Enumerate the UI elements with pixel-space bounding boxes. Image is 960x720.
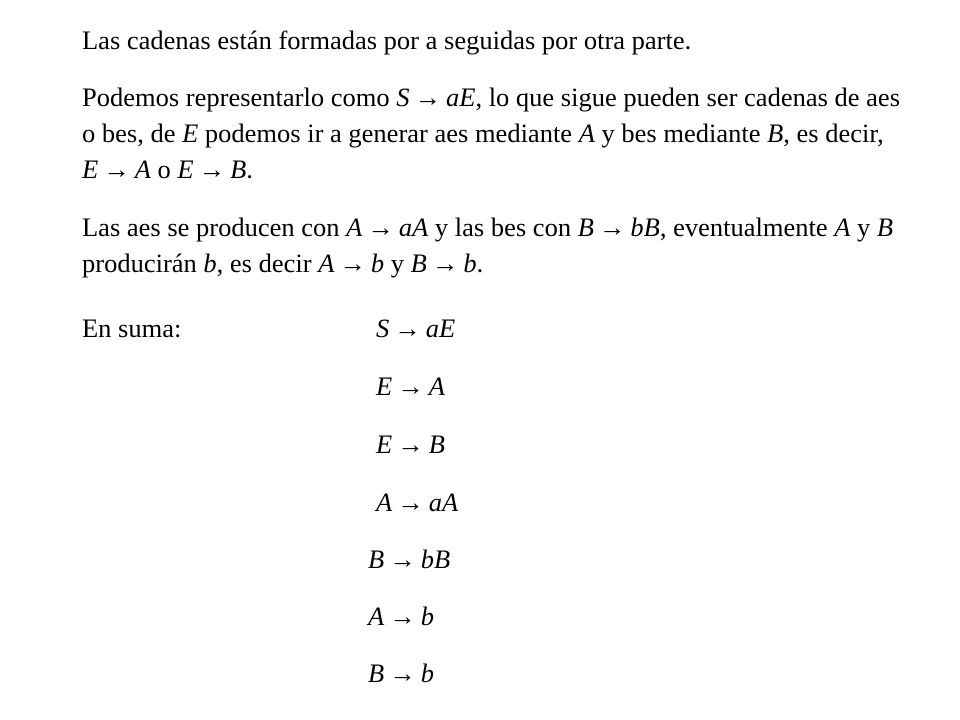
grammar-rule xyxy=(368,598,434,634)
text-run: Las aes se producen con xyxy=(82,212,347,242)
symbol-b: B xyxy=(577,212,594,242)
symbol-e: E xyxy=(82,154,99,184)
grammar-rule xyxy=(368,655,434,691)
symbol-b-terminal: b xyxy=(463,248,477,278)
symbol-s: S xyxy=(396,82,410,112)
arrow-icon: → xyxy=(389,658,416,688)
arrow-icon: → xyxy=(397,487,424,517)
text-run: y bes mediante xyxy=(594,118,768,148)
symbol-b: B xyxy=(230,154,247,184)
rule-rhs: bB xyxy=(420,544,451,574)
symbol-a: A xyxy=(578,118,595,148)
symbol-b-terminal: b xyxy=(203,248,217,278)
symbol-e: E xyxy=(177,154,194,184)
rule-rhs: B xyxy=(428,429,445,459)
arrow-icon: → xyxy=(431,248,459,278)
symbol-a: A xyxy=(318,248,335,278)
arrow-icon: → xyxy=(339,248,366,278)
production-paragraph xyxy=(82,209,902,281)
symbol-a: A xyxy=(134,154,151,184)
symbol-e: E xyxy=(182,118,199,148)
rule-lhs: A xyxy=(376,487,393,517)
arrow-icon: → xyxy=(103,154,130,184)
rule-rhs: b xyxy=(420,658,434,688)
arrow-icon: → xyxy=(598,212,626,242)
text-run: podemos ir a generar aes mediante xyxy=(198,118,579,148)
text-run: . xyxy=(246,154,253,184)
text-run: , lo que sigue pueden ser cadenas de aes o bes, de xyxy=(82,82,901,148)
text-run: , es decir xyxy=(216,248,319,278)
intro-paragraph xyxy=(82,22,902,58)
rule-lhs: B xyxy=(368,544,385,574)
symbol-b-terminal: b xyxy=(370,248,385,278)
symbol-a: A xyxy=(346,212,363,242)
rule-lhs: E xyxy=(376,429,393,459)
symbol-b: B xyxy=(876,212,894,242)
grammar-rule xyxy=(376,368,445,404)
arrow-icon: → xyxy=(397,371,424,401)
rule-lhs: A xyxy=(368,601,385,631)
arrow-icon: → xyxy=(389,544,416,574)
text-run: Podemos representarlo como xyxy=(82,82,397,112)
rule-rhs: A xyxy=(428,371,445,401)
arrow-icon: → xyxy=(198,154,226,184)
symbol-ae: aE xyxy=(446,82,476,112)
intro-text: Las cadenas están formadas por a seguidas por otra parte. xyxy=(82,25,692,55)
text-run: y xyxy=(384,248,411,278)
grammar-rule xyxy=(376,310,455,346)
rule-rhs: b xyxy=(420,601,434,631)
text-run: o xyxy=(150,154,178,184)
text-run: . xyxy=(476,248,484,278)
rule-lhs: E xyxy=(376,371,393,401)
symbol-aa: aA xyxy=(398,212,429,242)
grammar-rule xyxy=(368,541,450,577)
grammar-rule xyxy=(376,484,458,520)
symbol-b: B xyxy=(410,248,427,278)
arrow-icon: → xyxy=(397,429,424,459)
text-run: , es decir, xyxy=(783,118,884,148)
rule-rhs: aE xyxy=(425,313,456,343)
symbol-b: B xyxy=(767,118,784,148)
representation-paragraph xyxy=(82,79,902,187)
grammar-rule xyxy=(376,426,445,462)
symbol-a: A xyxy=(834,212,851,242)
arrow-icon: → xyxy=(414,82,441,112)
symbol-bb: bB xyxy=(630,212,660,242)
text-run: y las bes con xyxy=(428,212,578,242)
rule-rhs: aA xyxy=(428,487,459,517)
text-run: y xyxy=(850,212,877,242)
text-run: , eventualmente xyxy=(659,212,835,242)
arrow-icon: → xyxy=(389,601,416,631)
arrow-icon: → xyxy=(394,313,421,343)
rule-lhs: S xyxy=(376,313,390,343)
summary-label: En suma: xyxy=(82,313,182,343)
text-run: producirán xyxy=(82,248,204,278)
arrow-icon: → xyxy=(367,212,394,242)
rule-lhs: B xyxy=(368,658,385,688)
